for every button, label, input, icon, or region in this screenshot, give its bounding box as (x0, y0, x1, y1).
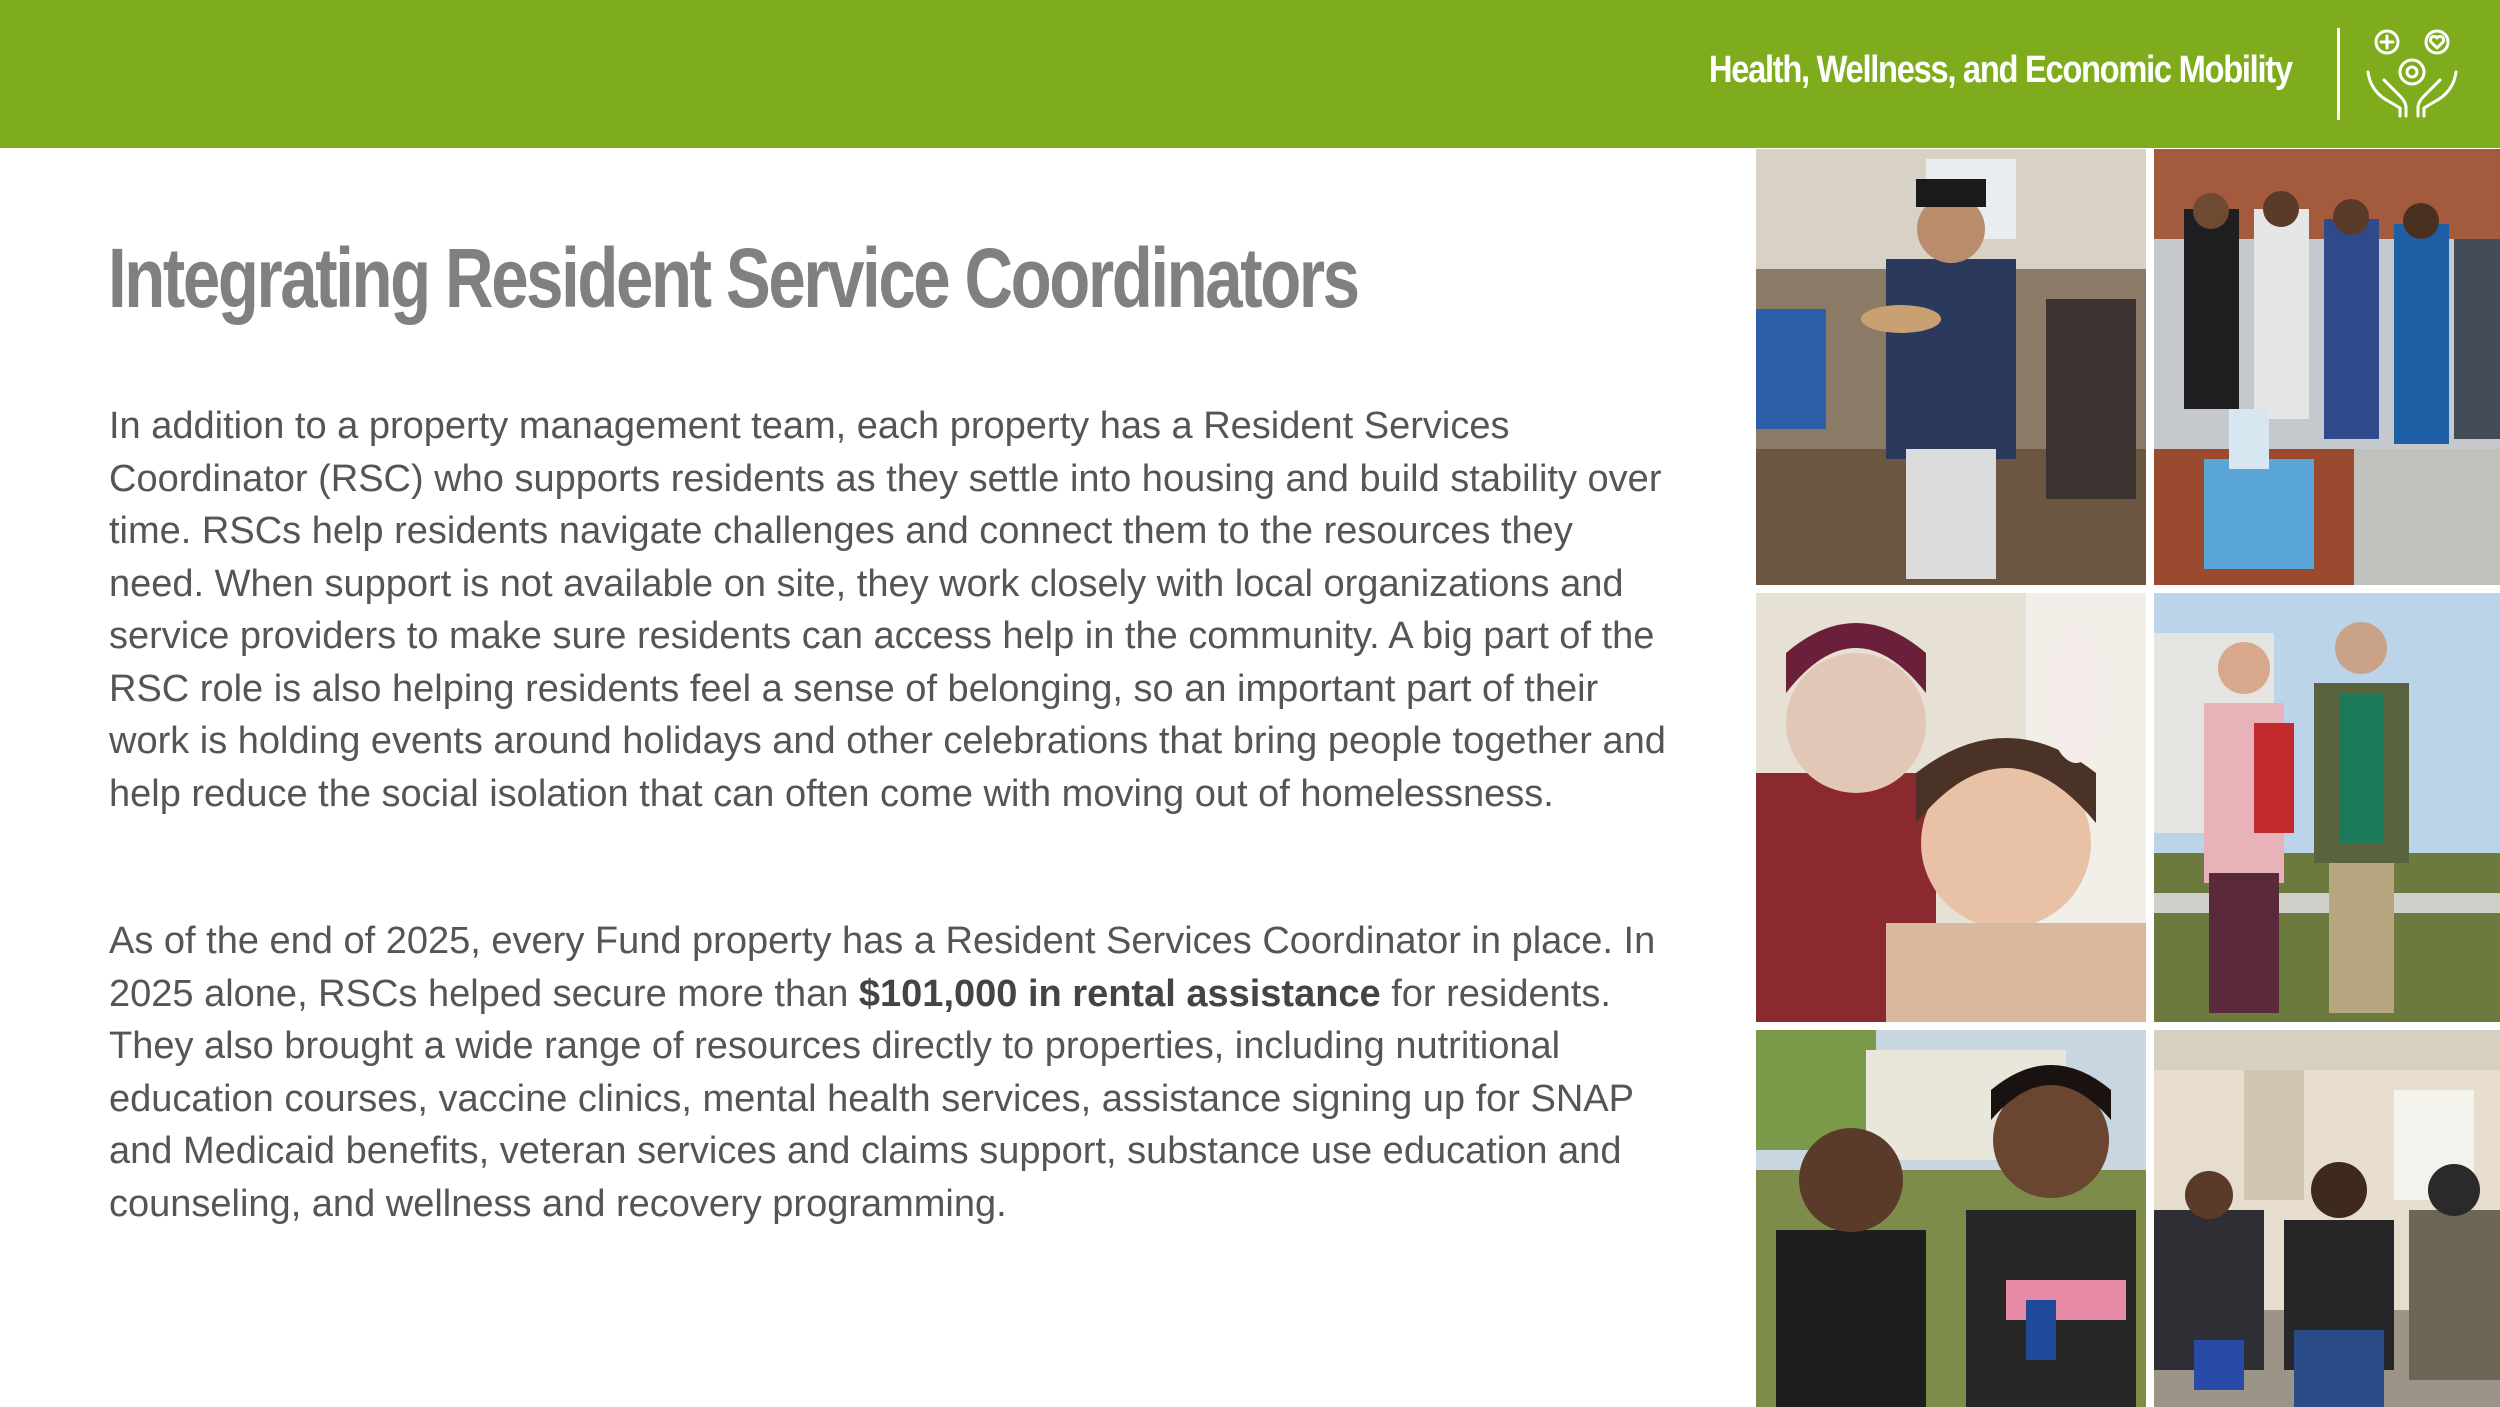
header-title: Health, Wellness, and Economic Mobility (1709, 49, 2292, 91)
group-with-donations-photo (2154, 149, 2500, 585)
rental-assistance-highlight: $101,000 in rental assistance (858, 972, 1381, 1015)
women-selfie-photo (1756, 593, 2146, 1022)
men-seated-indoors-photo (2154, 1030, 2500, 1407)
residents-with-stocking-photo (2154, 593, 2500, 1022)
hands-with-health-and-heart-icon (2362, 22, 2462, 122)
man-with-pie-photo (1756, 149, 2146, 585)
children-outdoors-photo (1756, 1030, 2146, 1407)
stats-text-before: As of the end of 2025, every Fund property has a Resident Services Coordinator in place. In 2025 alone, RSCs helped secure more than (109, 920, 1656, 1015)
page-title: Integrating Resident Service Coordinators (108, 231, 1358, 325)
stats-paragraph (109, 915, 1669, 1230)
intro-paragraph: In addition to a property management team, each property has a Resident Services Coordinator (RSC) who supports residents as they settle into housing and build stability over time. RSCs help residents navigate challenges and connect them to the resources they need. When support is not available on site, they work closely with local organizations and service providers to make sure residents can access help in the community. A big part of the RSC role is also helping residents feel a sense of belonging, so an important part of their work is holding events around holidays and other celebrations that bring people together and help reduce the social isolation that can often come with moving out of homelessness. (109, 405, 1666, 815)
stats-text-after: for residents. They also brought a wide range of resources directly to properties, including nutritional education courses, vaccine clinics, mental health services, assistance signing up for SNAP and Medicaid benefits, veteran services and claims support, substance use education and counseling, and wellness and recovery programming. (109, 972, 1634, 1225)
header-divider (2337, 28, 2340, 120)
